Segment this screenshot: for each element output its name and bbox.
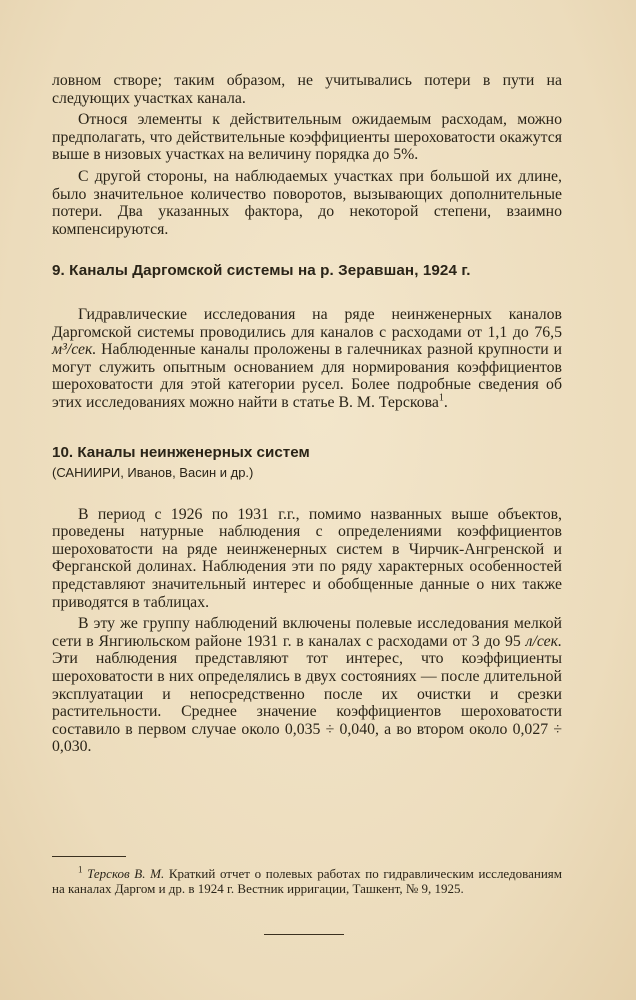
footnote-divider (52, 856, 126, 857)
footnote-text: Краткий отчет о полевых работах по гидравлическим исследованиям на каналах Даргом и др. в 1924 г. Вестник ирригации, Ташкент, № 9, 1925. (52, 866, 562, 896)
page-body (52, 72, 562, 756)
footnote-reference[interactable]: 1 (438, 392, 444, 404)
section-10-subheading: (САНИИРИ, Иванов, Васин и др.) (52, 465, 254, 481)
section-10-text-start: В эту же группу наблюдений включены полевые исследования мелкой сети в Янгиюльском районе 1931 г. в каналах с расходами от 3 до 95 (52, 615, 562, 650)
section-9-text-end: Наблюденные каналы проложены в галечниках разной крупности и могут служить опытным основанием для нормирования коэффициентов шероховатости для этой категории русел. Более подробные сведения об этих исследованиях можно найти в статье В. М. Терскова (52, 341, 562, 411)
section-10-text-end: Эти наблюдения представляют тот интерес, что коэффициенты шероховатости в них определялись в двух состояниях — после длительной эксплуатации и непосредственно после их очистки и срезки растительности. Среднее значение коэффициентов шероховатости составило в первом случае около 0,035 ÷ 0,040, а во втором около 0,027 ÷ 0,030. (52, 650, 562, 756)
paragraph-other-side: С другой стороны, на наблюдаемых участках при большой их длине, было значительное количество поворотов, вызывающих дополнительные потери. Два указанных фактора, до некоторой степени, взаимно компенсируются. (52, 167, 562, 238)
section-9-paragraph (52, 306, 562, 412)
footnote-mark: 1 (78, 864, 83, 875)
section-10-heading: 10. Каналы неинженерных систем (52, 443, 310, 461)
section-9-heading: 9. Каналы Даргомской системы на р. Зеравшан, 1924 г. (52, 262, 471, 280)
section-9-text-close: . (443, 393, 448, 411)
section-10-paragraph-1: В период с 1926 по 1931 г.г., помимо названных выше объектов, проведены натурные наблюдения с определениями коэффициентов шероховатости на ряде неинженерных систем в Чирчик-Ангренской и Ферганской долинах. Наблюдения эти по ряду характерных особенностей представляют значительный интерес и обобщенные данные о них также приводятся в таблицах. (52, 505, 562, 611)
page-end-rule (264, 934, 344, 935)
paragraph-continued: ловном створе; таким образом, не учитывались потери в пути на следующих участках канала. (52, 72, 562, 107)
paragraph-expected-discharge: Относя элементы к действительным ожидаемым расходам, можно предполагать, что действительные коэффициенты шероховатости окажутся выше в низовых участках на величину порядка до 5%. (52, 111, 562, 164)
footnote (52, 866, 562, 896)
section-10-unit: л/сек. (525, 632, 562, 650)
section-9-unit: м³/сек. (52, 341, 97, 359)
footnote-author: Терсков В. М. (87, 866, 165, 881)
section-10-paragraph-2 (52, 615, 562, 756)
section-9-text-start: Гидравлические исследования на ряде неинженерных каналов Даргомской системы проводились для каналов с расходами от 1,1 до 76,5 (52, 305, 562, 341)
